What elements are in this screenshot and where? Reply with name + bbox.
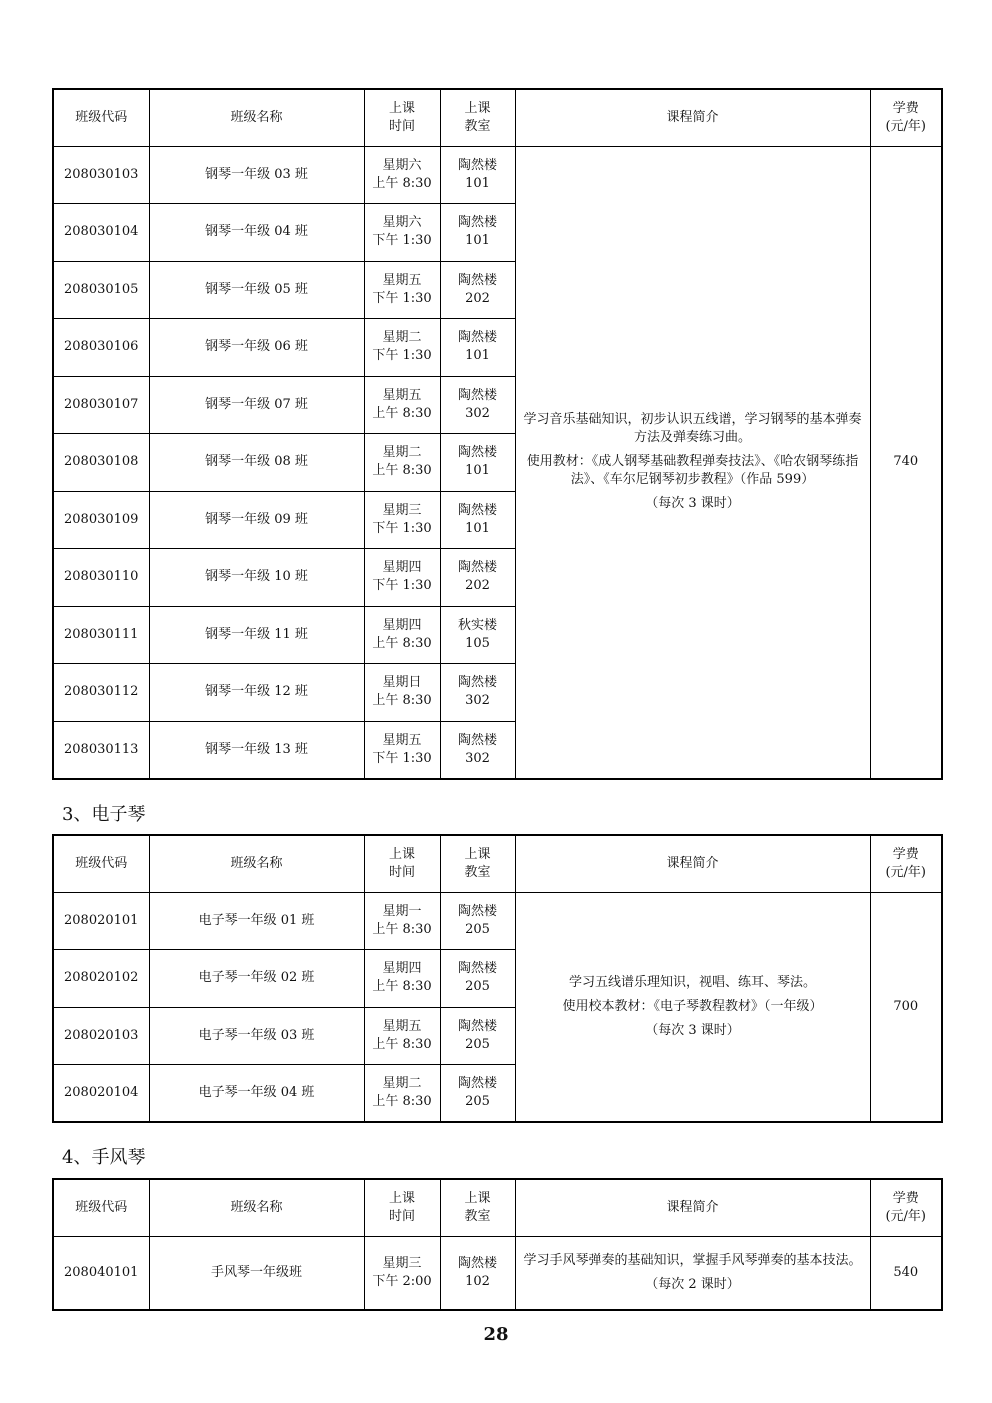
class-room bbox=[440, 261, 515, 319]
class-room-number: 205 bbox=[465, 1094, 490, 1109]
class-name: 电子琴一年级 03 班 bbox=[149, 1007, 364, 1065]
header-fee-line1: 学费 bbox=[892, 1190, 919, 1206]
description-hours: （每次 3 课时） bbox=[645, 496, 740, 511]
table-header-row bbox=[53, 835, 942, 892]
class-code: 208030112 bbox=[53, 664, 149, 722]
class-room bbox=[440, 892, 515, 950]
class-code: 208030109 bbox=[53, 491, 149, 549]
class-code: 208030107 bbox=[53, 376, 149, 434]
class-clock: 下午 2:00 bbox=[372, 1273, 432, 1289]
class-building: 陶然楼 bbox=[457, 330, 497, 346]
header-time bbox=[364, 89, 440, 146]
class-day: 星期四 bbox=[382, 961, 422, 977]
class-time bbox=[364, 319, 440, 377]
header-time bbox=[364, 835, 440, 892]
class-room bbox=[440, 319, 515, 377]
keyboard-table bbox=[52, 834, 943, 1123]
table-row bbox=[53, 892, 942, 950]
class-room-number: 101 bbox=[465, 175, 490, 191]
header-room-line1: 上课 bbox=[464, 846, 491, 862]
class-time bbox=[364, 549, 440, 607]
section-heading-keyboard: 3、电子琴 bbox=[62, 804, 146, 825]
class-time bbox=[364, 146, 440, 204]
class-code: 208030105 bbox=[53, 261, 149, 319]
class-room bbox=[440, 434, 515, 492]
class-day: 星期三 bbox=[382, 502, 422, 518]
header-room-line1: 上课 bbox=[464, 100, 491, 116]
header-fee bbox=[870, 835, 942, 892]
description-textbook: 使用教材：《成人钢琴基础教程弹奏技法》、《哈农钢琴练指法》、《车尔尼钢琴初步教程》（作品 599） bbox=[526, 454, 859, 487]
class-room bbox=[440, 491, 515, 549]
header-time bbox=[364, 1179, 440, 1236]
class-building: 陶然楼 bbox=[457, 157, 497, 173]
header-code: 班级代码 bbox=[53, 835, 149, 892]
class-room-number: 205 bbox=[465, 1036, 490, 1052]
class-building: 陶然楼 bbox=[457, 502, 497, 518]
class-room bbox=[440, 146, 515, 204]
class-time bbox=[364, 1236, 440, 1310]
class-room-number: 202 bbox=[465, 578, 490, 594]
class-building: 陶然楼 bbox=[457, 732, 497, 748]
class-time bbox=[364, 950, 440, 1008]
class-name: 钢琴一年级 07 班 bbox=[149, 376, 364, 434]
class-room bbox=[440, 1007, 515, 1065]
class-clock: 上午 8:30 bbox=[372, 921, 432, 937]
class-clock: 下午 1:30 bbox=[372, 578, 432, 594]
description-hours: （每次 2 课时） bbox=[645, 1276, 740, 1292]
header-name: 班级名称 bbox=[149, 1179, 364, 1236]
header-time-line2: 时间 bbox=[388, 864, 415, 880]
class-building: 陶然楼 bbox=[457, 445, 497, 461]
class-room-number: 105 bbox=[465, 635, 490, 651]
class-name: 电子琴一年级 01 班 bbox=[149, 892, 364, 950]
class-time bbox=[364, 892, 440, 950]
header-fee bbox=[870, 89, 942, 146]
class-clock: 上午 8:30 bbox=[372, 1094, 432, 1109]
class-clock: 下午 1:30 bbox=[372, 750, 432, 766]
class-time bbox=[364, 721, 440, 779]
class-time bbox=[364, 376, 440, 434]
description-line: 学习五线谱乐理知识，视唱、练耳、琴法。 bbox=[568, 974, 816, 990]
class-code: 208030108 bbox=[53, 434, 149, 492]
course-description bbox=[515, 146, 870, 779]
class-building: 陶然楼 bbox=[457, 560, 497, 576]
class-clock: 上午 8:30 bbox=[372, 175, 432, 191]
class-building: 秋实楼 bbox=[457, 617, 497, 633]
class-name: 钢琴一年级 06 班 bbox=[149, 319, 364, 377]
class-name: 钢琴一年级 03 班 bbox=[149, 146, 364, 204]
tuition-fee: 740 bbox=[870, 146, 942, 779]
class-name: 钢琴一年级 04 班 bbox=[149, 204, 364, 262]
class-building: 陶然楼 bbox=[457, 1018, 497, 1034]
class-day: 星期二 bbox=[382, 1076, 422, 1091]
class-day: 星期一 bbox=[382, 903, 422, 919]
class-room-number: 302 bbox=[465, 750, 490, 766]
table-header-row bbox=[53, 1179, 942, 1236]
class-building: 陶然楼 bbox=[457, 1255, 497, 1271]
header-room bbox=[440, 835, 515, 892]
header-time-line2: 时间 bbox=[388, 118, 415, 134]
class-day: 星期六 bbox=[382, 215, 422, 231]
class-room-number: 101 bbox=[465, 233, 490, 249]
class-day: 星期五 bbox=[382, 272, 422, 288]
header-desc: 课程简介 bbox=[515, 835, 870, 892]
class-code: 208030110 bbox=[53, 549, 149, 607]
class-clock: 下午 1:30 bbox=[372, 520, 432, 536]
class-room bbox=[440, 664, 515, 722]
class-time bbox=[364, 491, 440, 549]
header-code: 班级代码 bbox=[53, 89, 149, 146]
class-day: 星期六 bbox=[382, 157, 422, 173]
class-code: 208030103 bbox=[53, 146, 149, 204]
class-clock: 上午 8:30 bbox=[372, 1036, 432, 1052]
class-name: 电子琴一年级 02 班 bbox=[149, 950, 364, 1008]
class-name: 钢琴一年级 11 班 bbox=[149, 606, 364, 664]
class-day: 星期四 bbox=[382, 617, 422, 633]
course-description bbox=[515, 892, 870, 1122]
class-time bbox=[364, 1065, 440, 1123]
description-textbook: 使用校本教材：《电子琴教程教材》（一年级） bbox=[562, 998, 823, 1014]
class-building: 陶然楼 bbox=[457, 961, 497, 977]
description-line: 学习音乐基础知识，初步认识五线谱，学习钢琴的基本弹奏方法及弹奏练习曲。 bbox=[523, 412, 862, 445]
class-clock: 下午 1:30 bbox=[372, 290, 432, 306]
class-room bbox=[440, 721, 515, 779]
header-fee-line2: (元/年) bbox=[885, 1208, 927, 1224]
class-room-number: 102 bbox=[465, 1273, 490, 1289]
class-name: 电子琴一年级 04 班 bbox=[149, 1065, 364, 1123]
header-time-line1: 上课 bbox=[388, 1190, 415, 1206]
class-clock: 上午 8:30 bbox=[372, 693, 432, 709]
class-name: 手风琴一年级班 bbox=[149, 1236, 364, 1310]
description-line: 学习手风琴弹奏的基础知识，掌握手风琴弹奏的基本技法。 bbox=[523, 1252, 862, 1268]
class-clock: 上午 8:30 bbox=[372, 405, 432, 421]
class-room-number: 302 bbox=[465, 405, 490, 421]
header-room bbox=[440, 1179, 515, 1236]
table-row bbox=[53, 1236, 942, 1310]
header-fee-line1: 学费 bbox=[892, 846, 919, 862]
class-day: 星期四 bbox=[382, 560, 422, 576]
class-room bbox=[440, 1065, 515, 1123]
header-code: 班级代码 bbox=[53, 1179, 149, 1236]
class-code: 208020103 bbox=[53, 1007, 149, 1065]
class-room-number: 202 bbox=[465, 290, 490, 306]
class-code: 208030113 bbox=[53, 721, 149, 779]
class-day: 星期五 bbox=[382, 732, 422, 748]
class-code: 208030106 bbox=[53, 319, 149, 377]
header-desc: 课程简介 bbox=[515, 1179, 870, 1236]
class-room bbox=[440, 204, 515, 262]
class-room-number: 101 bbox=[465, 348, 490, 364]
class-day: 星期三 bbox=[382, 1255, 422, 1271]
class-name: 钢琴一年级 13 班 bbox=[149, 721, 364, 779]
class-day: 星期二 bbox=[382, 330, 422, 346]
class-clock: 下午 1:30 bbox=[372, 348, 432, 364]
accordion-table bbox=[52, 1178, 943, 1311]
header-room bbox=[440, 89, 515, 146]
class-time bbox=[364, 1007, 440, 1065]
class-name: 钢琴一年级 08 班 bbox=[149, 434, 364, 492]
class-code: 208030104 bbox=[53, 204, 149, 262]
header-desc: 课程简介 bbox=[515, 89, 870, 146]
header-fee-line2: (元/年) bbox=[885, 864, 927, 880]
class-name: 钢琴一年级 05 班 bbox=[149, 261, 364, 319]
class-building: 陶然楼 bbox=[457, 1076, 497, 1091]
table-row bbox=[53, 146, 942, 204]
class-room bbox=[440, 549, 515, 607]
tuition-fee: 700 bbox=[870, 892, 942, 1122]
description-hours: （每次 3 课时） bbox=[645, 1022, 740, 1038]
class-building: 陶然楼 bbox=[457, 675, 497, 691]
header-room-line2: 教室 bbox=[464, 1208, 491, 1224]
page-number: 28 bbox=[483, 1324, 509, 1345]
class-name: 钢琴一年级 09 班 bbox=[149, 491, 364, 549]
class-name: 钢琴一年级 12 班 bbox=[149, 664, 364, 722]
class-room-number: 302 bbox=[465, 693, 490, 709]
header-time-line1: 上课 bbox=[388, 846, 415, 862]
class-clock: 上午 8:30 bbox=[372, 635, 432, 651]
class-building: 陶然楼 bbox=[457, 215, 497, 231]
class-room-number: 101 bbox=[465, 520, 490, 536]
header-room-line2: 教室 bbox=[464, 864, 491, 880]
course-description bbox=[515, 1236, 870, 1310]
class-day: 星期日 bbox=[382, 675, 422, 691]
header-name: 班级名称 bbox=[149, 89, 364, 146]
class-room-number: 101 bbox=[465, 463, 490, 479]
class-room bbox=[440, 1236, 515, 1310]
class-room bbox=[440, 950, 515, 1008]
header-fee-line2: (元/年) bbox=[885, 118, 927, 134]
section-heading-accordion: 4、手风琴 bbox=[62, 1147, 146, 1168]
header-time-line1: 上课 bbox=[388, 100, 415, 116]
class-code: 208030111 bbox=[53, 606, 149, 664]
class-clock: 下午 1:30 bbox=[372, 233, 432, 249]
class-building: 陶然楼 bbox=[457, 387, 497, 403]
table-header-row bbox=[53, 89, 942, 146]
class-room bbox=[440, 606, 515, 664]
class-clock: 上午 8:30 bbox=[372, 463, 432, 479]
header-name: 班级名称 bbox=[149, 835, 364, 892]
header-room-line2: 教室 bbox=[464, 118, 491, 134]
class-room-number: 205 bbox=[465, 979, 490, 995]
header-room-line1: 上课 bbox=[464, 1190, 491, 1206]
class-name: 钢琴一年级 10 班 bbox=[149, 549, 364, 607]
class-code: 208040101 bbox=[53, 1236, 149, 1310]
class-day: 星期五 bbox=[382, 387, 422, 403]
class-time bbox=[364, 261, 440, 319]
piano-table bbox=[52, 88, 943, 780]
class-code: 208020102 bbox=[53, 950, 149, 1008]
class-building: 陶然楼 bbox=[457, 272, 497, 288]
class-room bbox=[440, 376, 515, 434]
class-day: 星期二 bbox=[382, 445, 422, 461]
class-day: 星期五 bbox=[382, 1018, 422, 1034]
class-building: 陶然楼 bbox=[457, 903, 497, 919]
class-clock: 上午 8:30 bbox=[372, 979, 432, 995]
class-code: 208020101 bbox=[53, 892, 149, 950]
header-fee-line1: 学费 bbox=[892, 100, 919, 116]
class-time bbox=[364, 664, 440, 722]
class-room-number: 205 bbox=[465, 921, 490, 937]
class-time bbox=[364, 434, 440, 492]
class-time bbox=[364, 606, 440, 664]
tuition-fee: 540 bbox=[870, 1236, 942, 1310]
class-time bbox=[364, 204, 440, 262]
class-code: 208020104 bbox=[53, 1065, 149, 1123]
header-time-line2: 时间 bbox=[388, 1208, 415, 1224]
header-fee bbox=[870, 1179, 942, 1236]
